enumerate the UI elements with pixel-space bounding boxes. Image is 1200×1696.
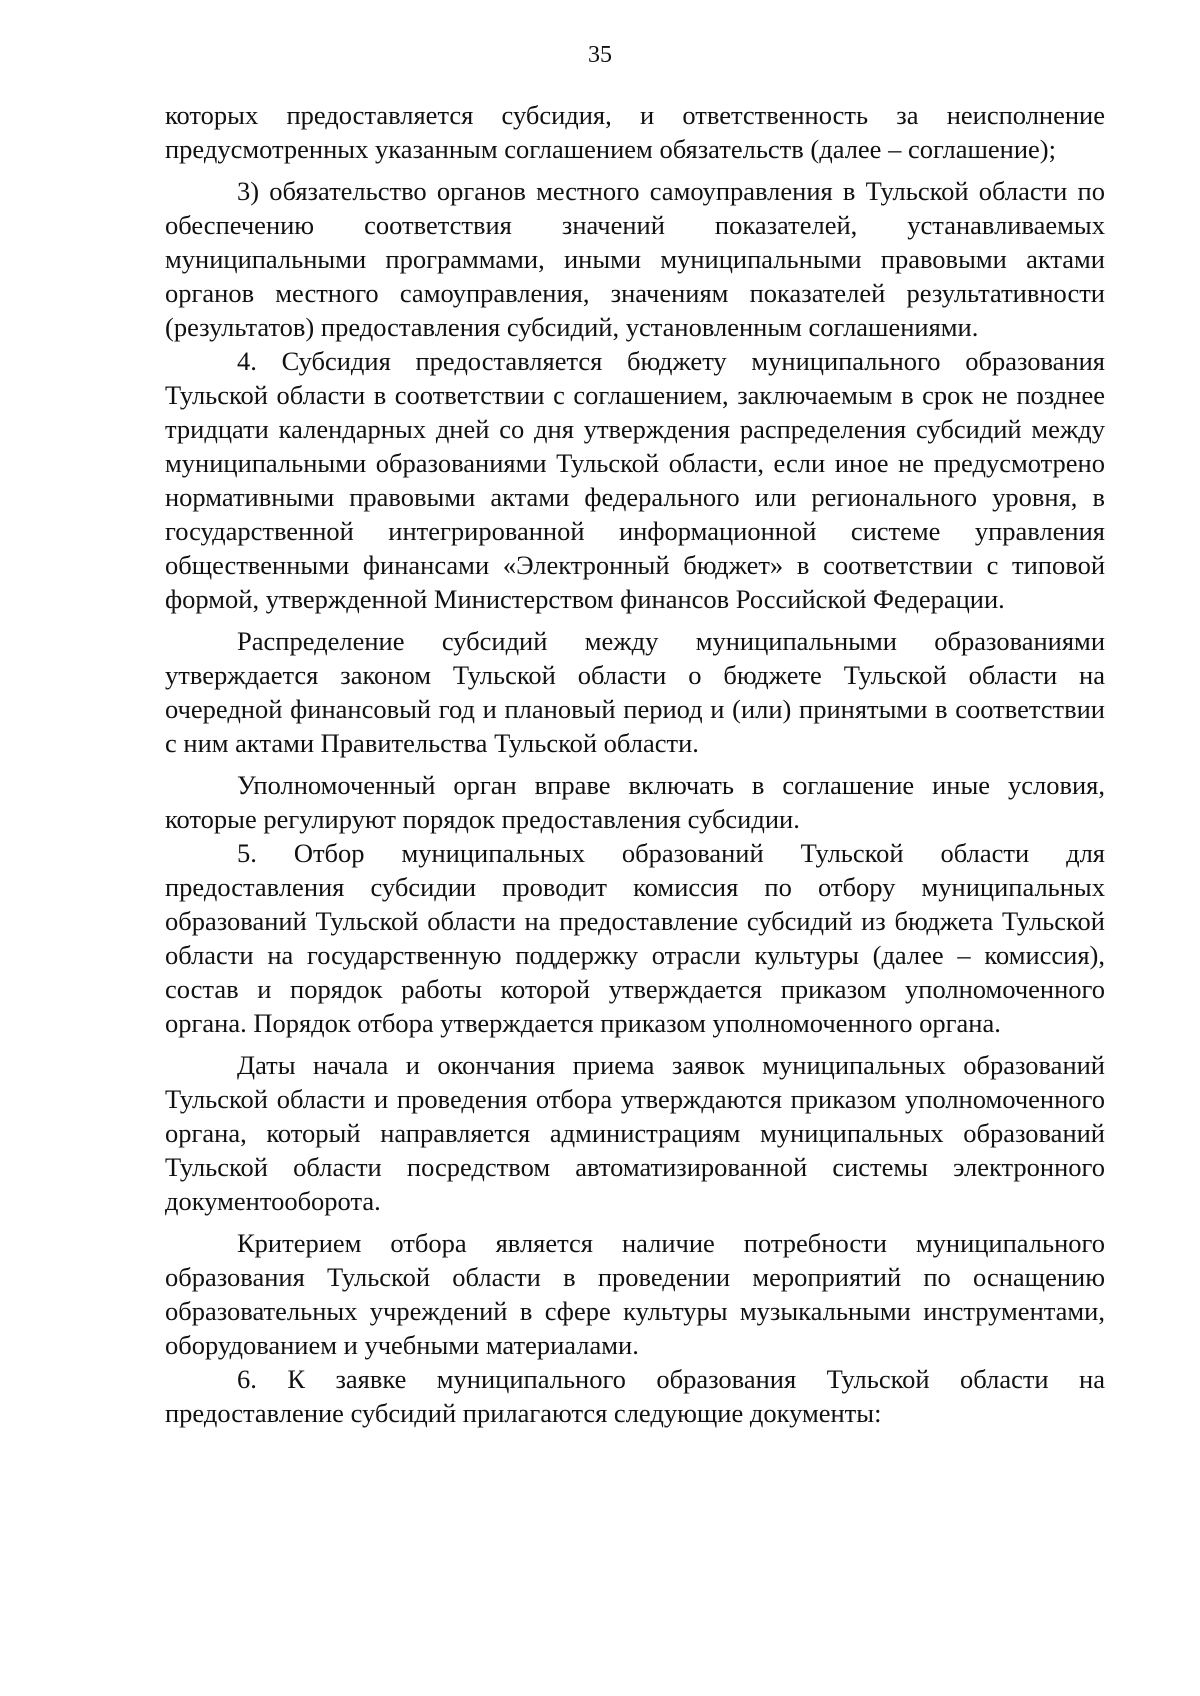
paragraph-continuation: которых предоставляется субсидия, и ответственность за неисполнение предусмотренных указанным соглашением обязательств (далее – соглашение);	[165, 100, 1105, 164]
paragraph-item-5: 5. Отбор муниципальных образований Тульской области для предоставления субсидии проводит комиссия по отбору муниципальных образований Тульской области на предоставление субсидий из бюджета Тульской области на государственную поддержку отрасли культуры (далее – комиссия), состав и порядок работы которой утверждается приказом уполномоченного органа. Порядок отбора утверждается приказом уполномоченного органа.	[165, 838, 1105, 1038]
paragraph-dates: Даты начала и окончания приема заявок муниципальных образований Тульской области и проведения отбора утверждаются приказом уполномоченного органа, который направляется администрациям муниципальных образований Тульской области посредством автоматизированной системы электронного документооборота.	[165, 1050, 1105, 1216]
paragraph-item-6: 6. К заявке муниципального образования Тульской области на предоставление субсидий прилагаются следующие документы:	[165, 1364, 1105, 1428]
paragraph-authorized-body: Уполномоченный орган вправе включать в соглашение иные условия, которые регулируют порядок предоставления субсидии.	[165, 770, 1105, 834]
paragraph-criterion: Критерием отбора является наличие потребности муниципального образования Тульской области в проведении мероприятий по оснащению образовательных учреждений в сфере культуры музыкальными инструментами, оборудованием и учебными материалами.	[165, 1228, 1105, 1360]
document-body	[165, 98, 1105, 1430]
paragraph-item-4: 4. Субсидия предоставляется бюджету муниципального образования Тульской области в соответствии с соглашением, заключаемым в срок не позднее тридцати календарных дней со дня утверждения распределения субсидий между муниципальными образованиями Тульской области, если иное не предусмотрено нормативными правовыми актами федерального или регионального уровня, в государственной интегрированной информационной системе управления общественными финансами «Электронный бюджет» в соответствии с типовой формой, утвержденной Министерством финансов Российской Федерации.	[165, 346, 1105, 614]
paragraph-distribution: Распределение субсидий между муниципальными образованиями утверждается законом Тульской области о бюджете Тульской области на очередной финансовый год и плановый период и (или) принятыми в соответствии с ним актами Правительства Тульской области.	[165, 626, 1105, 758]
paragraph-item-3: 3) обязательство органов местного самоуправления в Тульской области по обеспечению соответствия значений показателей, устанавливаемых муниципальными программами, иными муниципальными правовыми актами органов местного самоуправления, значениям показателей результативности (результатов) предоставления субсидий, установленным соглашениями.	[165, 176, 1105, 342]
page-number: 35	[588, 42, 612, 68]
